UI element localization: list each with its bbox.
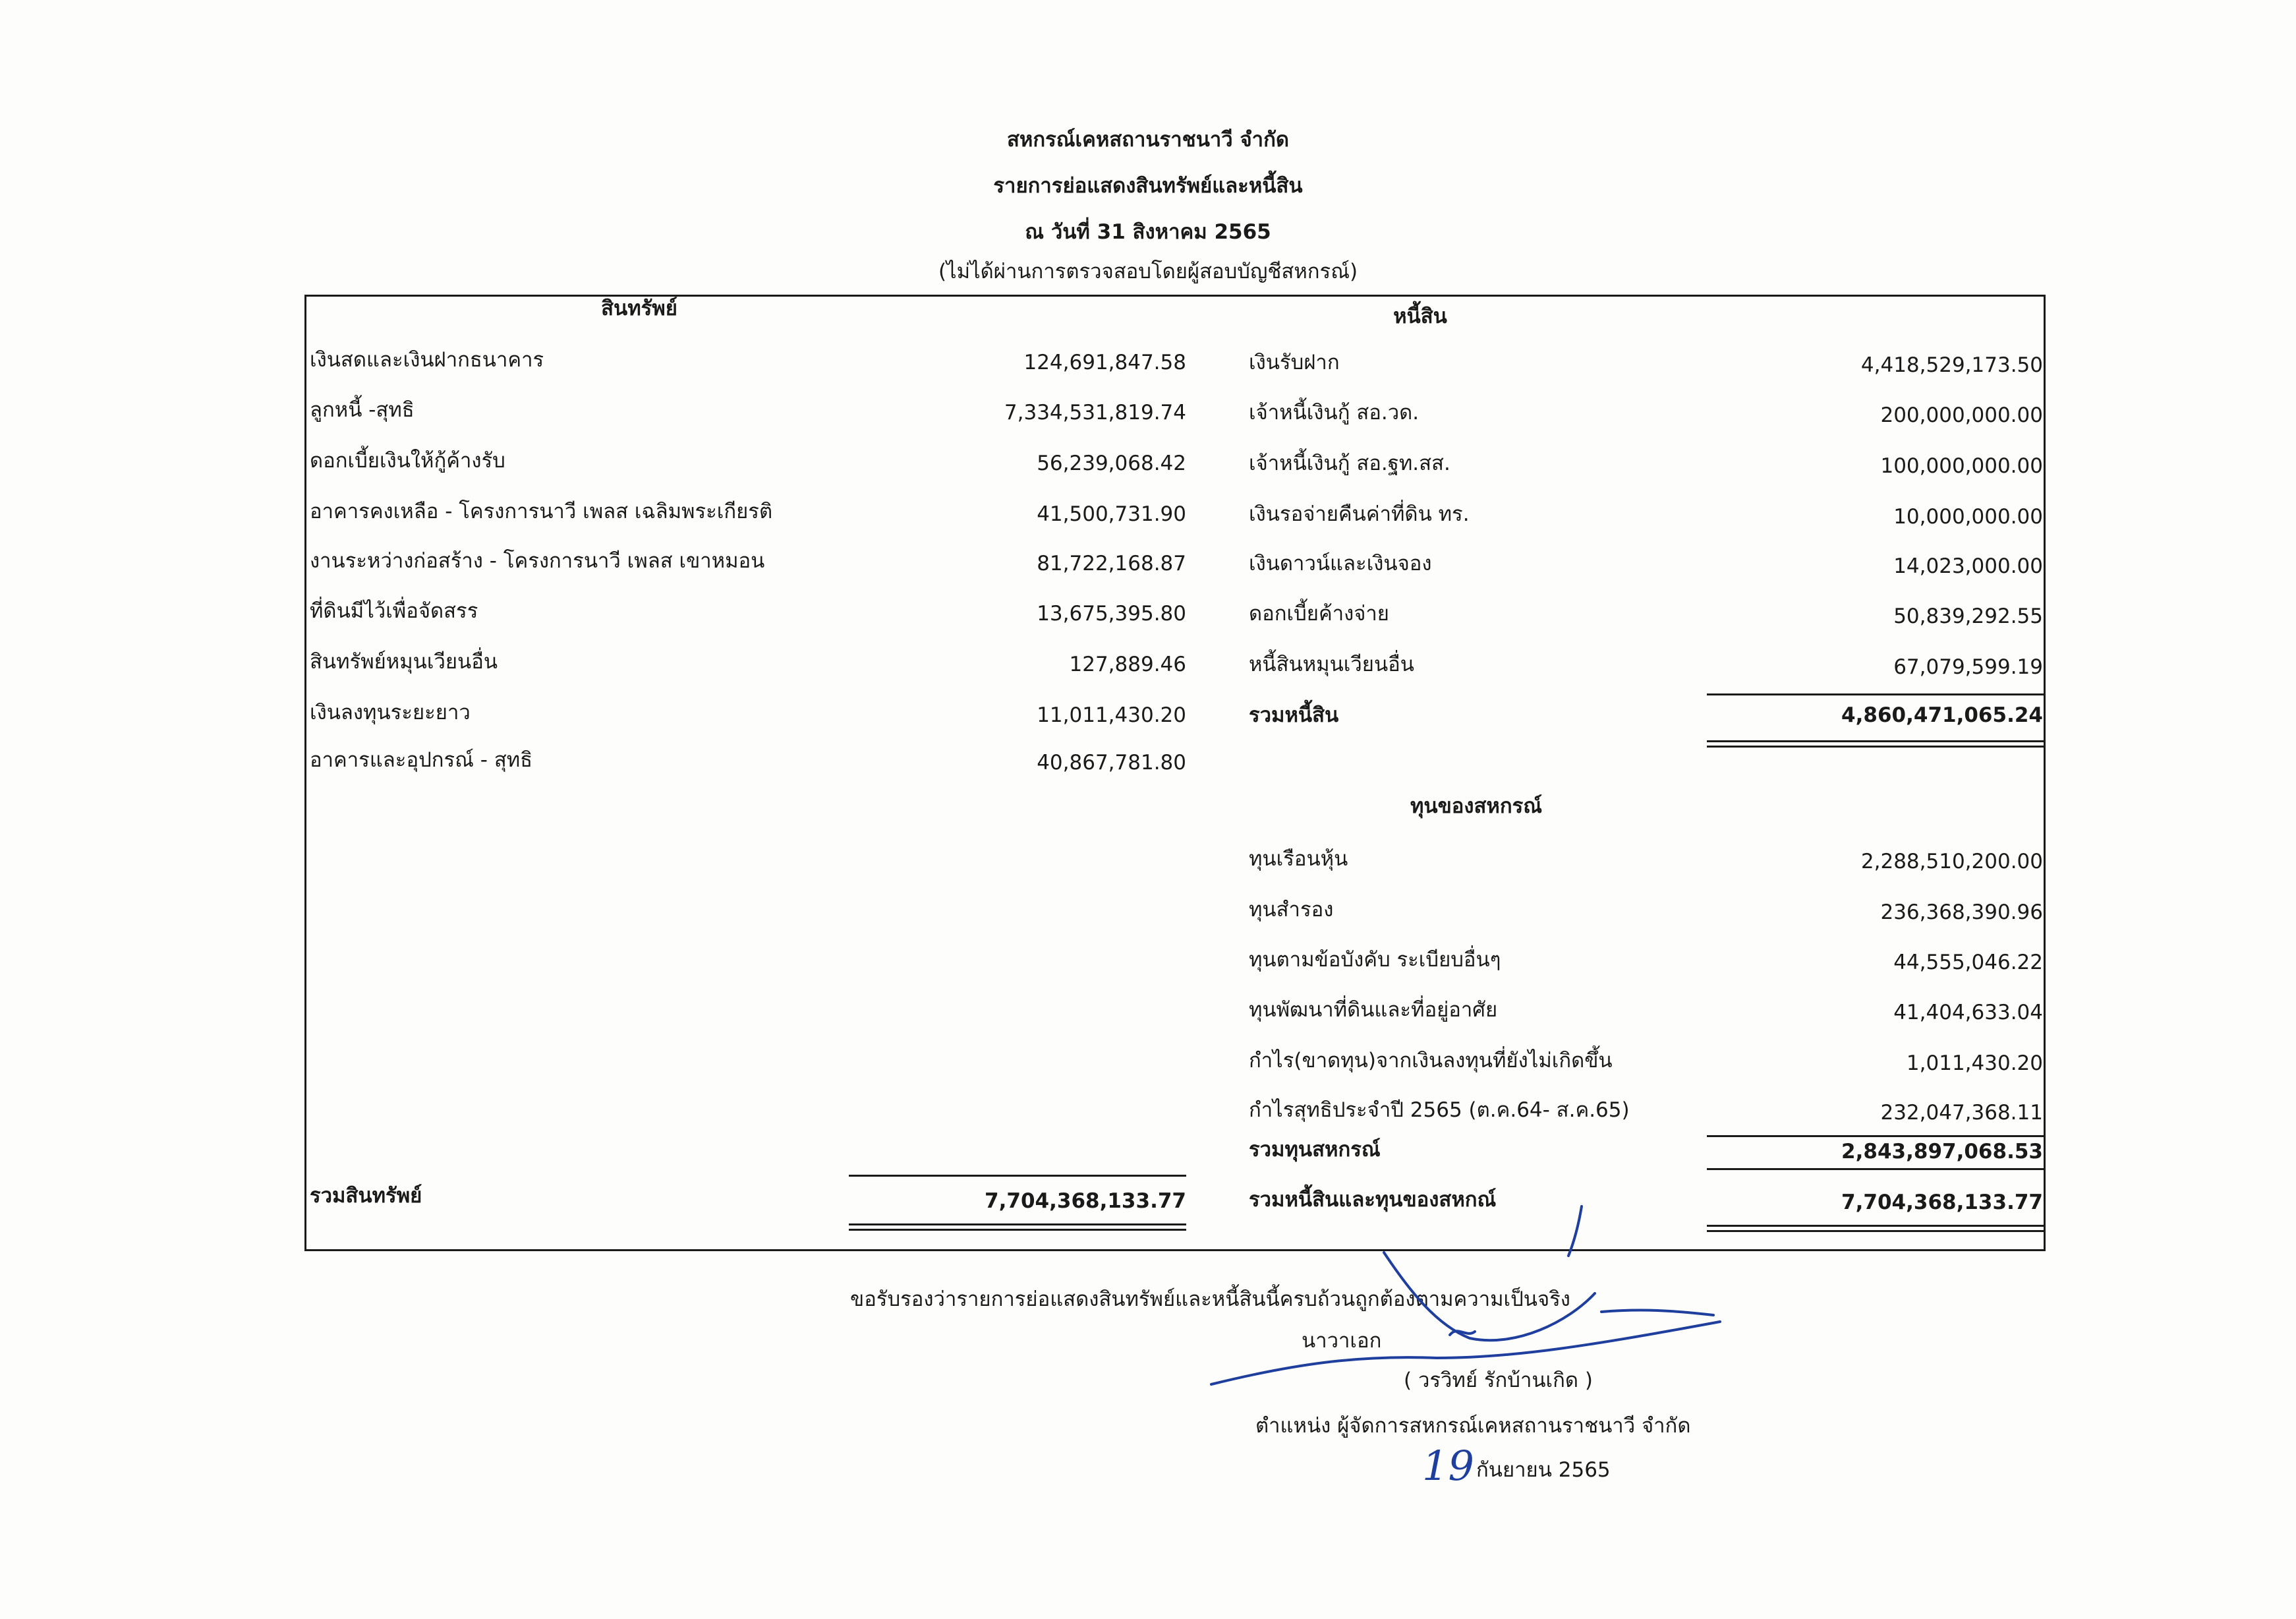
assets-total-label: รวมสินทรัพย์ <box>310 1184 422 1208</box>
equity-total-value: 2,843,897,068.53 <box>1841 1140 2043 1163</box>
assets-total-value: 7,704,368,133.77 <box>985 1189 1186 1213</box>
equity-label: กำไร(ขาดทุน)จากเงินลงทุนที่ยังไม่เกิดขึ้น <box>1249 1049 1613 1073</box>
equity-value: 236,368,390.96 <box>1880 900 2043 924</box>
signer-rank: นาวาเอก <box>1302 1329 1382 1353</box>
asset-label: สินทรัพย์หมุนเวียนอื่น <box>310 650 498 674</box>
grand-total-label: รวมหนี้สินและทุนของสหกณ์ <box>1249 1188 1497 1212</box>
report-date: ณ วันที่ 31 สิงหาคม 2565 <box>1025 220 1271 244</box>
asset-value: 13,675,395.80 <box>1037 602 1186 626</box>
equity-value: 44,555,046.22 <box>1893 951 2043 974</box>
liability-value: 10,000,000.00 <box>1893 505 2043 529</box>
asset-value: 40,867,781.80 <box>1037 751 1186 775</box>
equity-value: 232,047,368.11 <box>1880 1101 2043 1125</box>
liability-label: หนี้สินหมุนเวียนอื่น <box>1249 653 1414 676</box>
audit-note: (ไม่ได้ผ่านการตรวจสอบโดยผู้สอบบัญชีสหกรณ์) <box>938 260 1358 283</box>
liability-value: 50,839,292.55 <box>1893 604 2043 628</box>
certification-statement: ขอรับรองว่ารายการย่อแสดงสินทรัพย์และหนี้สินนี้ครบถ้วนถูกต้องตามความเป็นจริง <box>850 1287 1570 1311</box>
equity-label: กำไรสุทธิประจำปี 2565 (ต.ค.64- ส.ค.65) <box>1249 1098 1630 1122</box>
liability-label: เงินรอจ่ายคืนค่าที่ดิน ทร. <box>1249 502 1470 526</box>
liability-label: เงินรับฝาก <box>1249 351 1340 374</box>
signer-position: ตำแหน่ง ผู้จัดการสหกรณ์เคหสถานราชนาวี จำกัด <box>1255 1414 1691 1438</box>
signer-name: ( วรวิทย์ รักบ้านเกิด ) <box>1404 1369 1593 1392</box>
asset-label: อาคารคงเหลือ - โครงการนาวี เพลส เฉลิมพระเกียรติ <box>310 500 773 523</box>
equity-label: ทุนตามข้อบังคับ ระเบียบอื่นๆ <box>1249 948 1501 972</box>
equity-label: ทุนสำรอง <box>1249 898 1334 922</box>
liability-label: เงินดาวน์และเงินจอง <box>1249 552 1432 575</box>
liability-value: 100,000,000.00 <box>1880 454 2043 478</box>
asset-value: 41,500,731.90 <box>1037 502 1186 526</box>
asset-label: เงินลงทุนระยะยาว <box>310 701 471 724</box>
asset-label: ดอกเบี้ยเงินให้กู้ค้างรับ <box>310 449 505 473</box>
asset-label: ที่ดินมีไว้เพื่อจัดสรร <box>310 599 478 623</box>
signed-date-month-year: กันยายน 2565 <box>1476 1458 1611 1482</box>
asset-label: เงินสดและเงินฝากธนาคาร <box>310 348 544 372</box>
equity-total-label: รวมทุนสหกรณ์ <box>1249 1138 1381 1162</box>
equity-label: ทุนพัฒนาที่ดินและที่อยู่อาศัย <box>1249 998 1498 1022</box>
equity-value: 1,011,430.20 <box>1906 1051 2043 1075</box>
liability-label: เจ้าหนี้เงินกู้ สอ.วด. <box>1249 401 1420 425</box>
equity-label: ทุนเรือนหุ้น <box>1249 847 1348 871</box>
liabilities-total-value: 4,860,471,065.24 <box>1841 703 2043 727</box>
assets-heading: สินทรัพย์ <box>601 297 677 320</box>
asset-label: อาคารและอุปกรณ์ - สุทธิ <box>310 748 533 772</box>
liability-label: ดอกเบี้ยค้างจ่าย <box>1249 602 1389 626</box>
equity-value: 41,404,633.04 <box>1893 1001 2043 1024</box>
asset-value: 56,239,068.42 <box>1037 452 1186 475</box>
org-name: สหกรณ์เคหสถานราชนาวี จำกัด <box>1007 128 1289 152</box>
equity-value: 2,288,510,200.00 <box>1860 850 2043 873</box>
asset-value: 127,889.46 <box>1069 653 1186 676</box>
asset-value: 7,334,531,819.74 <box>1004 401 1186 425</box>
asset-label: ลูกหนี้ -สุทธิ <box>310 398 415 422</box>
report-title: รายการย่อแสดงสินทรัพย์และหนี้สิน <box>993 174 1303 198</box>
liabilities-total-label: รวมหนี้สิน <box>1249 703 1339 727</box>
equity-heading: ทุนของสหกรณ์ <box>1410 794 1543 818</box>
asset-value: 124,691,847.58 <box>1023 351 1186 374</box>
asset-value: 11,011,430.20 <box>1037 703 1186 727</box>
signed-date-day: 19 <box>1422 1442 1474 1490</box>
grand-total-value: 7,704,368,133.77 <box>1841 1191 2043 1214</box>
liability-value: 67,079,599.19 <box>1893 655 2043 679</box>
liability-value: 4,418,529,173.50 <box>1860 353 2043 377</box>
liability-value: 200,000,000.00 <box>1880 403 2043 427</box>
liability-value: 14,023,000.00 <box>1893 554 2043 578</box>
liability-label: เจ้าหนี้เงินกู้ สอ.ฐท.สส. <box>1249 452 1450 475</box>
asset-value: 81,722,168.87 <box>1037 552 1186 575</box>
liabilities-heading: หนี้สิน <box>1393 305 1447 328</box>
asset-label: งานระหว่างก่อสร้าง - โครงการนาวี เพลส เขาหมอน <box>310 549 765 573</box>
